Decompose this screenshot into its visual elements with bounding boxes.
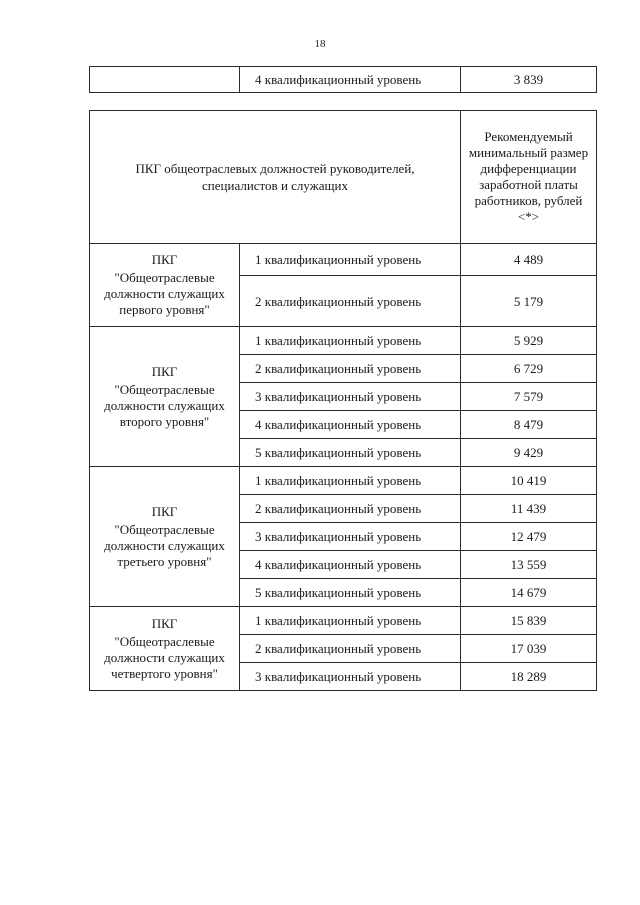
- amount-cell: 5 929: [461, 327, 597, 355]
- group-title-line: должности служащих: [104, 286, 225, 301]
- group-title-line: ПКГ: [151, 503, 178, 519]
- group-title-line: первого уровня": [119, 302, 210, 317]
- empty-cell: [90, 67, 240, 93]
- group-title-line: должности служащих: [104, 397, 225, 413]
- group-title-line: четвертого уровня": [111, 665, 218, 681]
- qualification-level-cell: 2 квалификационный уровень: [240, 355, 461, 383]
- group-title-cell: [90, 467, 240, 607]
- qualification-level-cell: 4 квалификационный уровень: [240, 67, 461, 93]
- qualification-level-cell: 3 квалификационный уровень: [240, 383, 461, 411]
- group-title-line: ПКГ: [151, 615, 178, 631]
- group-title-cell: [90, 327, 240, 467]
- qualification-level-cell: 4 квалификационный уровень: [240, 411, 461, 439]
- group-title-line: "Общеотраслевые: [114, 270, 215, 285]
- qualification-level-cell: 1 квалификационный уровень: [240, 607, 461, 635]
- continuation-table: [89, 66, 597, 93]
- group-title-line: третьего уровня": [117, 553, 212, 569]
- qualification-level-cell: 4 квалификационный уровень: [240, 551, 461, 579]
- amount-cell: 11 439: [461, 495, 597, 523]
- amount-cell: 18 289: [461, 663, 597, 691]
- amount-cell: 6 729: [461, 355, 597, 383]
- table-row: [90, 244, 597, 276]
- amount-cell: 9 429: [461, 439, 597, 467]
- amount-cell: 7 579: [461, 383, 597, 411]
- group-title-line: "Общеотраслевые: [114, 521, 215, 537]
- header-amount-cell: Рекомендуемый минимальный размер дифференциации заработной платы работников, рублей <*>: [461, 111, 597, 244]
- group-title-cell: [90, 244, 240, 327]
- amount-cell: 5 179: [461, 276, 597, 327]
- table-row: [90, 607, 597, 635]
- group-title-line: должности служащих: [104, 649, 225, 665]
- table-row: [90, 467, 597, 495]
- amount-cell: 17 039: [461, 635, 597, 663]
- group-title-line: "Общеотраслевые: [114, 633, 215, 649]
- group-title-line: ПКГ: [151, 252, 178, 267]
- group-title-cell: [90, 607, 240, 691]
- amount-cell: 12 479: [461, 523, 597, 551]
- amount-cell: 15 839: [461, 607, 597, 635]
- amount-cell: 13 559: [461, 551, 597, 579]
- qualification-level-cell: 3 квалификационный уровень: [240, 523, 461, 551]
- qualification-level-cell: 3 квалификационный уровень: [240, 663, 461, 691]
- amount-cell: 3 839: [461, 67, 597, 93]
- table-header-row: [90, 111, 597, 244]
- qualification-level-cell: 1 квалификационный уровень: [240, 244, 461, 276]
- amount-cell: 14 679: [461, 579, 597, 607]
- qualification-level-cell: 2 квалификационный уровень: [240, 635, 461, 663]
- group-title-line: "Общеотраслевые: [114, 381, 215, 397]
- qualification-level-cell: 5 квалификационный уровень: [240, 579, 461, 607]
- amount-cell: 10 419: [461, 467, 597, 495]
- qualification-level-cell: 2 квалификационный уровень: [240, 495, 461, 523]
- table-body: [90, 244, 597, 691]
- amount-cell: 4 489: [461, 244, 597, 276]
- salary-table: [89, 110, 597, 691]
- header-group-cell: ПКГ общеотраслевых должностей руководителей, специалистов и служащих: [90, 111, 461, 244]
- qualification-level-cell: 1 квалификационный уровень: [240, 467, 461, 495]
- qualification-level-cell: 5 квалификационный уровень: [240, 439, 461, 467]
- page-number: 18: [314, 38, 326, 50]
- group-title-line: ПКГ: [151, 363, 178, 379]
- group-title-line: должности служащих: [104, 537, 225, 553]
- qualification-level-cell: 1 квалификационный уровень: [240, 327, 461, 355]
- table-row: [90, 327, 597, 355]
- table-row: [90, 67, 597, 93]
- group-title-line: второго уровня": [119, 413, 210, 429]
- amount-cell: 8 479: [461, 411, 597, 439]
- qualification-level-cell: 2 квалификационный уровень: [240, 276, 461, 327]
